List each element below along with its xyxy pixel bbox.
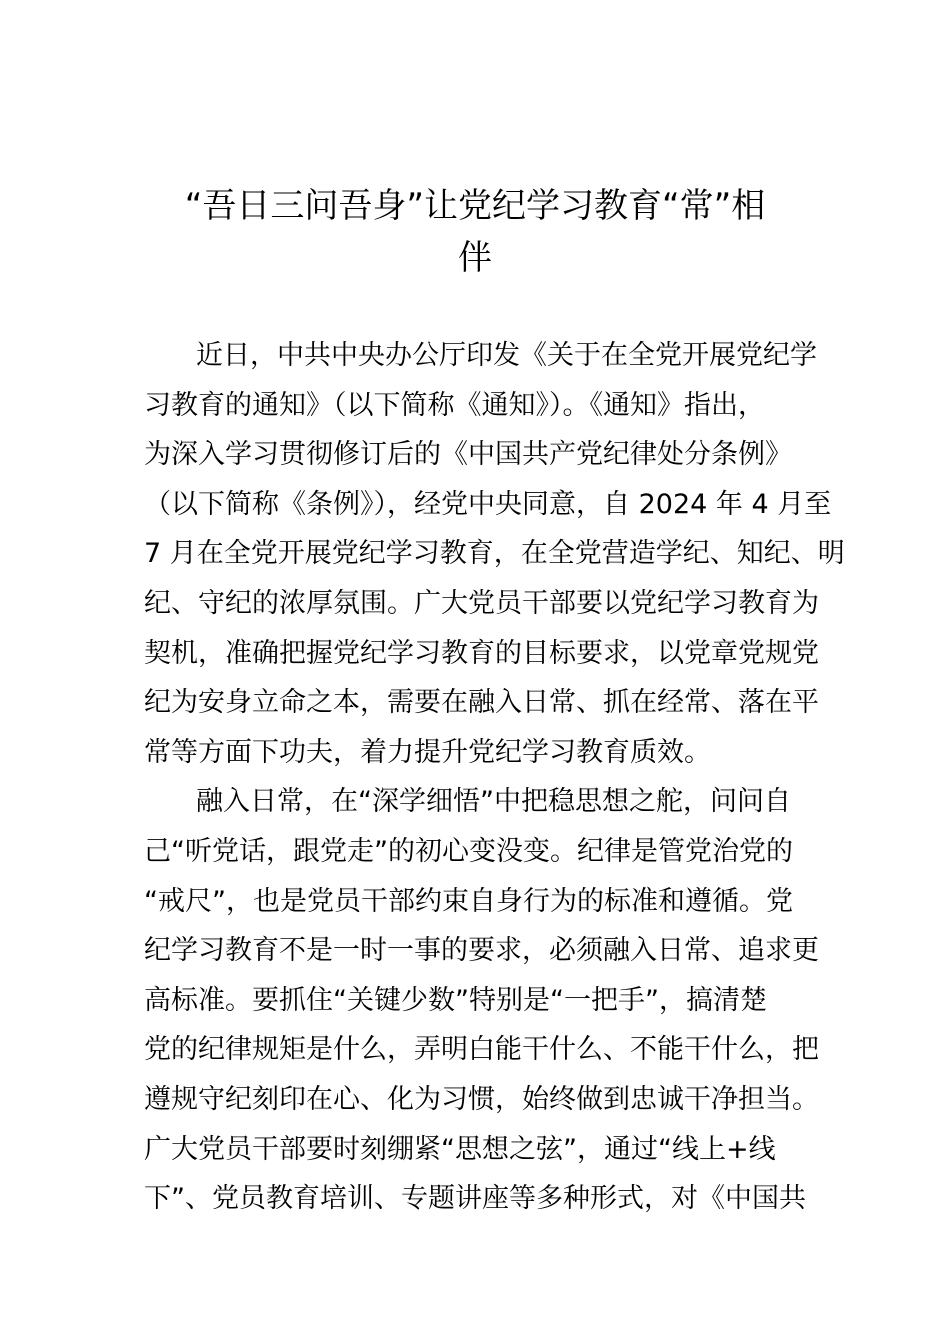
paragraph-2-line: 遵规守纪刻印在心、化为习惯，始终做到忠诚干净担当。	[144, 1083, 819, 1115]
paragraph-1-line: 为深入学习贯彻修订后的《中国共产党纪律处分条例》	[144, 439, 792, 471]
paragraph-1-line: 近日，中共中央办公厅印发《关于在全党开展党纪学	[196, 340, 817, 371]
paragraph-2-line: 高标准。要抓住“关键少数”特别是“一把手”，搞清楚	[144, 984, 767, 1016]
title-line: 伴	[458, 238, 492, 278]
paragraph-2-line: 下”、党员教育培训、专题讲座等多种形式，对《中国共	[144, 1183, 806, 1215]
paragraph-2-line: 己“听党话，跟党走”的初心变没变。纪律是管党治党的	[144, 835, 793, 867]
paragraph-1-line: 常等方面下功夫，着力提升党纪学习教育质效。	[144, 736, 711, 768]
document-title	[140, 180, 810, 284]
document-body	[144, 331, 845, 1224]
paragraph-1-line: 纪为安身立命之本，需要在融入日常、抓在经常、落在平	[144, 687, 819, 719]
paragraph-2-line: 纪学习教育不是一时一事的要求，必须融入日常、追求更	[144, 935, 819, 967]
title-line: “吾日三问吾身”让党纪学习教育“常”相	[184, 186, 766, 226]
paragraph-2-line: 融入日常，在“深学细悟”中把稳思想之舵，问问自	[196, 786, 791, 818]
paragraph-1-line: 7 月在全党开展党纪学习教育，在全党营造学纪、知纪、明	[144, 538, 845, 570]
paragraph-1-line: 习教育的通知》（以下简称《通知》）。《通知》指出，	[144, 389, 765, 421]
paragraph-2-line: “戒尺”，也是党员干部约束自身行为的标准和遵循。党	[144, 885, 793, 917]
paragraph-2-line: 党的纪律规矩是什么，弄明白能干什么、不能干什么，把	[144, 1034, 819, 1066]
paragraph-1-line: 纪、守纪的浓厚氛围。广大党员干部要以党纪学习教育为	[144, 587, 819, 619]
paragraph-1-line: 契机，准确把握党纪学习教育的目标要求，以党章党规党	[144, 637, 819, 669]
paragraph-2-line: 广大党员干部要时刻绷紧“思想之弦”，通过“线上+线	[144, 1133, 776, 1165]
paragraph-1-line: （以下简称《条例》），经党中央同意，自 2024 年 4 月至	[144, 488, 832, 520]
